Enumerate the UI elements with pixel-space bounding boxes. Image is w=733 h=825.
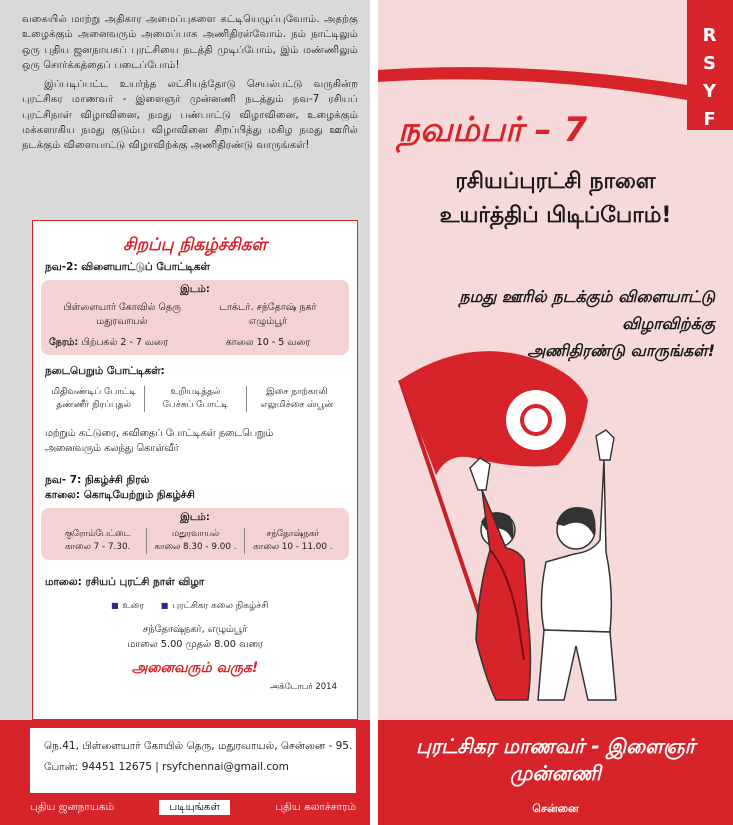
rsyf-letter-r: R	[702, 25, 718, 46]
time-label: நேரம்:	[49, 337, 79, 348]
also-line-1: மற்றும் கட்டுரை, கவிதைப் போட்டிகள் நடைபெறும்	[45, 428, 274, 439]
time-row	[49, 337, 341, 349]
evening-time: மாலை 5.00 முதல் 8.00 வரை	[127, 639, 263, 650]
slogan-line-1: ரசியப்புரட்சி நாளை	[455, 169, 656, 194]
competitions-heading: நடைபெறும் போட்டிகள்:	[45, 365, 165, 377]
slogan-line-2: உயர்த்திப் பிடிப்போம்!	[439, 203, 672, 228]
cover-panel	[378, 0, 733, 825]
competition-1b: தண்ணீர் நிரப்புதல்	[56, 400, 132, 410]
venue-1-line-1: பிள்ளையார் கோவில் தெரு	[63, 302, 181, 313]
contact-text: போன்: 94451 12675 | rsyfchennai@gmail.com	[44, 761, 289, 773]
schedule-3-time: காலை 10 - 11.00 .	[253, 542, 333, 552]
invite-line-1: நமது ஊரில் நடக்கும் விளையாட்டு விழாவிற்க்கு	[459, 287, 715, 333]
magazine-2: புதிய கலாச்சாரம்	[275, 801, 356, 813]
slogan	[378, 165, 733, 233]
rsyf-letter-s: S	[703, 53, 717, 74]
venue-1-line-2: மதுரவாயல்	[96, 316, 148, 327]
evening-bullets	[33, 601, 357, 612]
competition-group-3	[246, 386, 347, 412]
time-1	[49, 337, 195, 349]
woman-figure	[470, 458, 531, 700]
address-text: நெ.41, பிள்ளையார் கோயில் தெரு, மதுரவாயல், சென்னை - 95.	[44, 740, 353, 752]
rsyf-letter-y: Y	[702, 81, 718, 102]
schedule-3-place: சந்தோஷ்நகர்	[266, 529, 320, 539]
schedule-2	[146, 528, 243, 554]
competition-group-2	[144, 386, 245, 412]
nov2-heading: நவ-2: விளையாட்டுப் போட்டிகள்	[45, 261, 211, 273]
issue-date: அக்டோபர் 2014	[269, 682, 337, 692]
magazine-1: புதிய ஜனநாயகம்	[30, 801, 115, 813]
org-city: சென்னை	[532, 802, 579, 815]
schedule-2-place: மதுரவாயல்	[171, 529, 220, 539]
bullet-1-text: உரை	[122, 601, 144, 611]
venue-label: இடம்:	[180, 284, 210, 295]
bullet-item-1	[111, 601, 144, 611]
competitions-grid	[43, 386, 347, 412]
competition-2b: பேச்சுப் போட்டி	[162, 400, 229, 410]
competition-3a: இசை நாற்காலி	[266, 387, 328, 397]
competition-1a: மிதிவண்டிப் போட்டி	[51, 387, 137, 397]
schedule-grid	[49, 528, 341, 554]
date-title: நவம்பர் – 7	[398, 110, 588, 150]
read-label: படியுங்கள்	[159, 800, 230, 815]
schedule-1	[49, 528, 146, 554]
schedule-1-place: குரோம்பேட்டை	[64, 529, 131, 539]
man-figure	[538, 430, 616, 700]
events-title: சிறப்பு நிகழ்ச்சிகள்	[123, 235, 267, 255]
intro-text	[22, 12, 358, 158]
all-come-slogan: அனைவரும் வருக!	[131, 660, 259, 676]
special-events-box	[32, 220, 358, 720]
time-1-value: பிற்பகல் 2 - 7 வரை	[81, 337, 168, 348]
competition-3b: எலுமிச்சை ஸ்பூன்	[260, 400, 334, 410]
swoosh-shape	[378, 67, 687, 100]
intro-paragraph-2: இப்படிப்பட்ட உயர்ந்த லட்சியத்தோடு செயல்பட்டு வருகின்ற புரட்சிகர மாணவர் - இளைஞர் முன்னணி நடத்தும் நவ-7 ரசியப் புரட்சிநாள் விழாவினை, நமது பண்பாட்டு விழாவினை, உழைக்கும் மக்களாகிய நமது குடும்ப விழாவினை சிறப்பித்து மகிழ நமது ஊரில் நடக்கும் விளையாட்டு விழாவிற்க்கு அணிதிரண்டு வாருங்கள்!	[22, 79, 358, 152]
venue-2-line-1: டாக்டர். சந்தோஷ் நகர்	[219, 302, 317, 313]
competition-group-1	[43, 386, 144, 412]
evening-heading: மாலை: ரசியப் புரட்சி நாள் விழா	[45, 576, 205, 588]
nov7-heading: நவ- 7: நிகழ்ச்சி நிரல்	[45, 474, 150, 486]
competition-2a: உறியடித்தல்	[170, 387, 221, 397]
venue-2-line-2: எழும்பூர்	[248, 316, 288, 327]
venue-2	[195, 301, 341, 329]
sun-emblem-icon	[506, 390, 566, 450]
also-line-2: அனைவரும் கலந்து கொள்வீர்	[45, 443, 179, 454]
venue-grid	[49, 301, 341, 329]
flag-illustration	[378, 340, 733, 720]
footer-left	[0, 720, 370, 825]
time-2: காலை 10 - 5 வரை	[225, 337, 311, 348]
rsyf-tab	[687, 0, 733, 130]
bullet-square-icon: ■	[111, 601, 119, 610]
venue-1	[49, 301, 195, 329]
address-box	[30, 728, 356, 793]
rsyf-letter-f: F	[703, 109, 717, 130]
footer-right	[378, 720, 733, 825]
schedule-1-time: காலை 7 - 7.30.	[64, 542, 131, 552]
nov2-venue-box	[41, 280, 349, 355]
org-name: புரட்சிகர மாணவர் - இளைஞர் முன்னணி	[415, 734, 696, 785]
magazine-row	[30, 800, 356, 815]
schedule-2-time: காலை 8.30 - 9.00 .	[154, 542, 237, 552]
schedule-3	[244, 528, 341, 554]
bullet-2-text: புரட்சிகர கலை நிகழ்ச்சி	[172, 601, 269, 611]
evening-place: சந்தோஷ்நகர், எழும்பூர்	[142, 624, 248, 635]
venue-label-2: இடம்:	[180, 512, 210, 523]
bullet-square-icon: ■	[160, 601, 169, 610]
bullet-item-2	[161, 601, 268, 611]
intro-paragraph-1: வகையில் மாற்று அதிகார அமைப்புகளை கட்டியெழுப்புவோம். அதற்கு உழைக்கும் அனைவரும் அமைப்பாக அணிதிரள்வோம். நம் நாட்டிலும் ஒரு புதிய ஜனநாயகப் புரட்சியை நடத்தி முடிப்போம், இம் மண்ணிலும் ஒரு சொர்க்கத்தைப் படைப்போம்!	[22, 14, 358, 71]
morning-heading: காலை: கொடியேற்றும் நிகழ்ச்சி	[45, 489, 195, 501]
nov7-venue-box	[41, 508, 349, 560]
invite-line-2: அணிதிரண்டு வாருங்கள்!	[527, 341, 715, 360]
